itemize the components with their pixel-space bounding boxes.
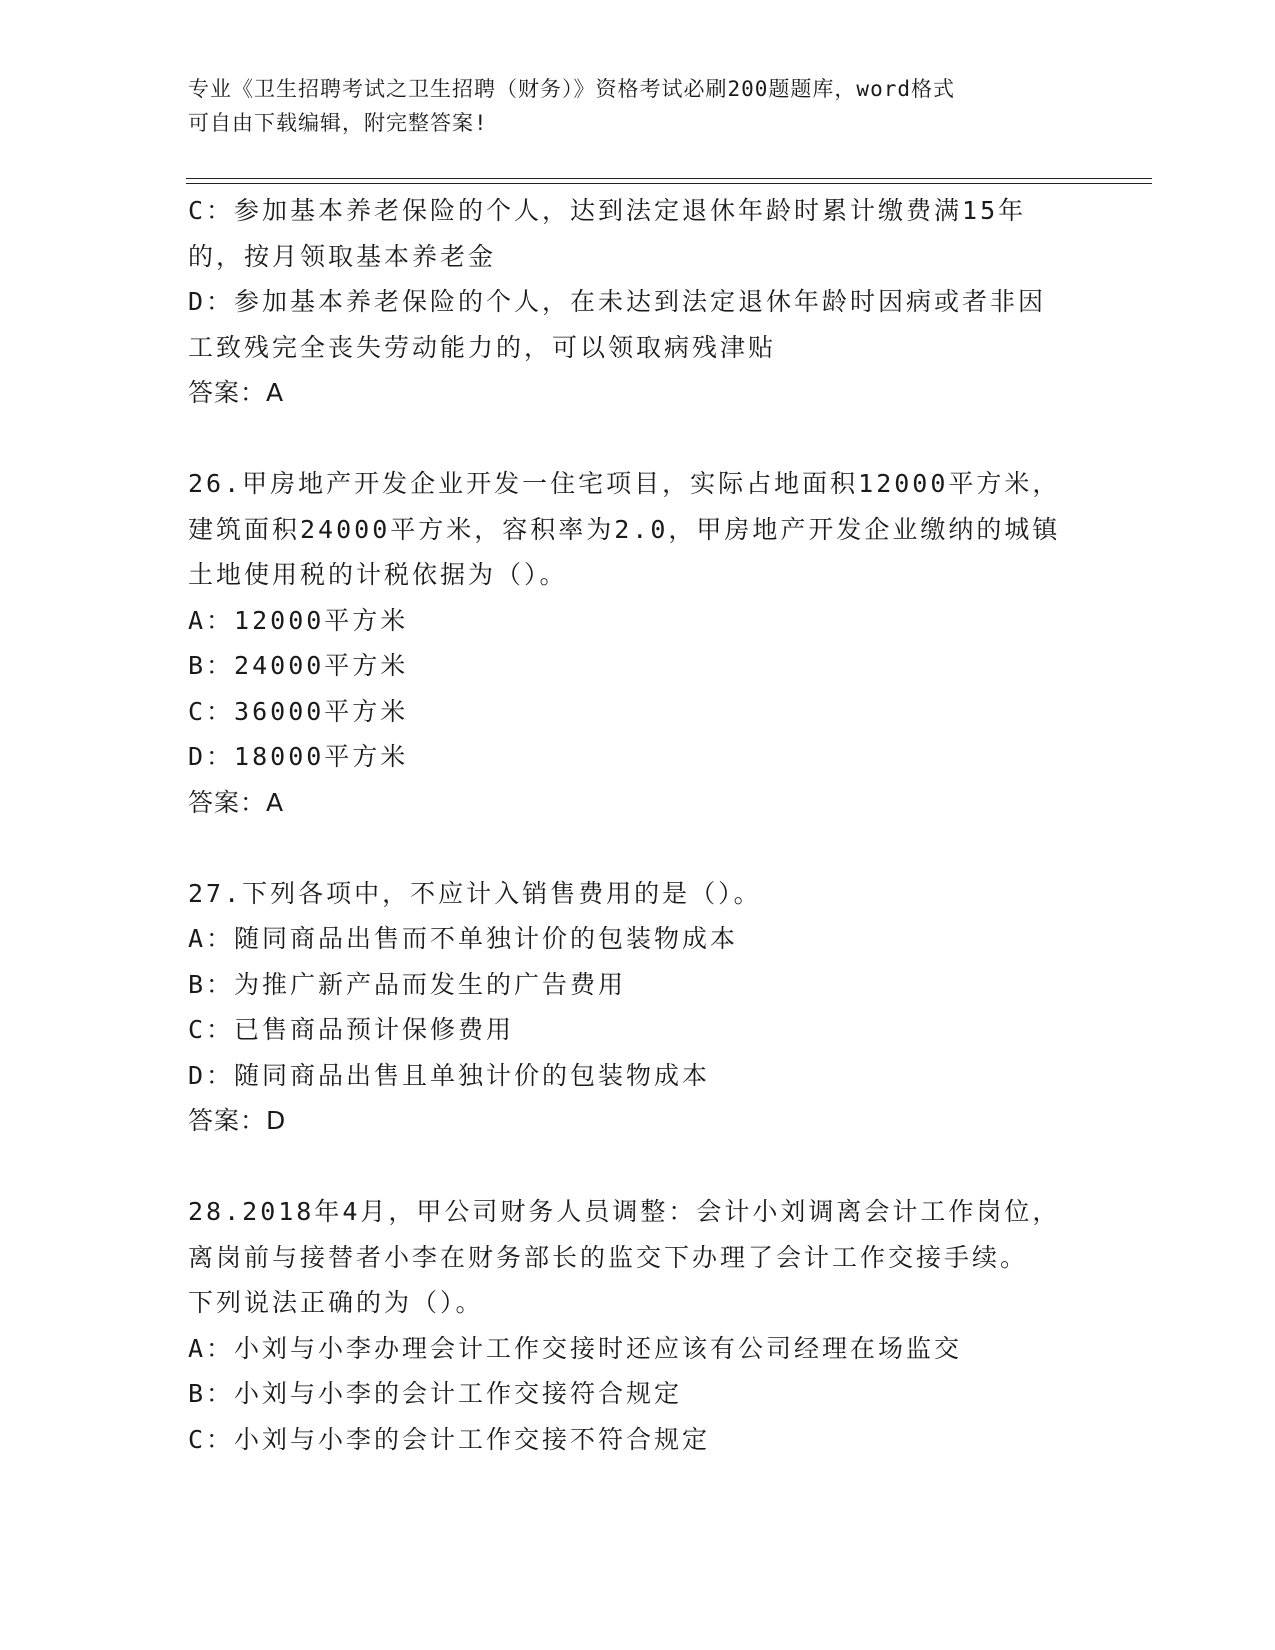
question-stem: 28.2018年4月，甲公司财务人员调整：会计小刘调离会计工作岗位， [188, 1197, 1061, 1226]
option-d: D：随同商品出售且单独计价的包装物成本 [188, 1060, 711, 1090]
question-stem: 下列说法正确的为（）。 [188, 1288, 484, 1317]
answer: 答案：A [188, 378, 285, 407]
spacer [188, 825, 1088, 871]
option-b: B：24000平方米 [188, 651, 409, 680]
page-header [188, 72, 1088, 140]
option-d: D：参加基本养老保险的个人，在未达到法定退休年龄时因病或者非因 [188, 287, 1047, 316]
question-27 [188, 871, 1088, 1144]
header-divider [186, 178, 1152, 179]
option-a: A：随同商品出售而不单独计价的包装物成本 [188, 924, 739, 953]
question-25-continued [188, 188, 1088, 416]
question-content [188, 188, 1088, 1462]
question-stem: 土地使用税的计税依据为（）。 [188, 560, 568, 589]
header-line: 专业《卫生招聘考试之卫生招聘（财务）》资格考试必刷200题题库，word格式 [188, 77, 955, 101]
spacer [188, 416, 1088, 462]
option-a: A：12000平方米 [188, 605, 409, 635]
option-c-continued: 的，按月领取基本养老金 [188, 241, 497, 271]
answer: 答案：A [188, 787, 285, 817]
question-stem: 离岗前与接替者小李在财务部长的监交下办理了会计工作交接手续。 [188, 1242, 1029, 1272]
option-c: C：已售商品预计保修费用 [188, 1015, 515, 1044]
question-26 [188, 461, 1088, 825]
option-c: C：参加基本养老保险的个人，达到法定退休年龄时累计缴费满15年 [188, 196, 1027, 225]
spacer [188, 1144, 1088, 1190]
option-b: B：小刘与小李的会计工作交接符合规定 [188, 1379, 683, 1408]
question-stem: 26.甲房地产开发企业开发一住宅项目，实际占地面积12000平方米， [188, 469, 1061, 498]
answer: 答案：D [188, 1106, 287, 1135]
option-c: C：小刘与小李的会计工作交接不符合规定 [188, 1424, 711, 1454]
question-28 [188, 1189, 1088, 1462]
question-stem: 27.下列各项中，不应计入销售费用的是（）。 [188, 878, 762, 908]
header-line: 可自由下载编辑，附完整答案! [188, 111, 488, 135]
option-b: B：为推广新产品而发生的广告费用 [188, 969, 627, 999]
option-a: A：小刘与小李办理会计工作交接时还应该有公司经理在场监交 [188, 1333, 963, 1363]
header-divider [186, 183, 1152, 184]
question-stem: 建筑面积24000平方米，容积率为2.0，甲房地产开发企业缴纳的城镇 [188, 514, 1061, 544]
option-d: D：18000平方米 [188, 742, 409, 771]
option-c: C：36000平方米 [188, 696, 409, 726]
option-d-continued: 工致残完全丧失劳动能力的，可以领取病残津贴 [188, 332, 777, 362]
